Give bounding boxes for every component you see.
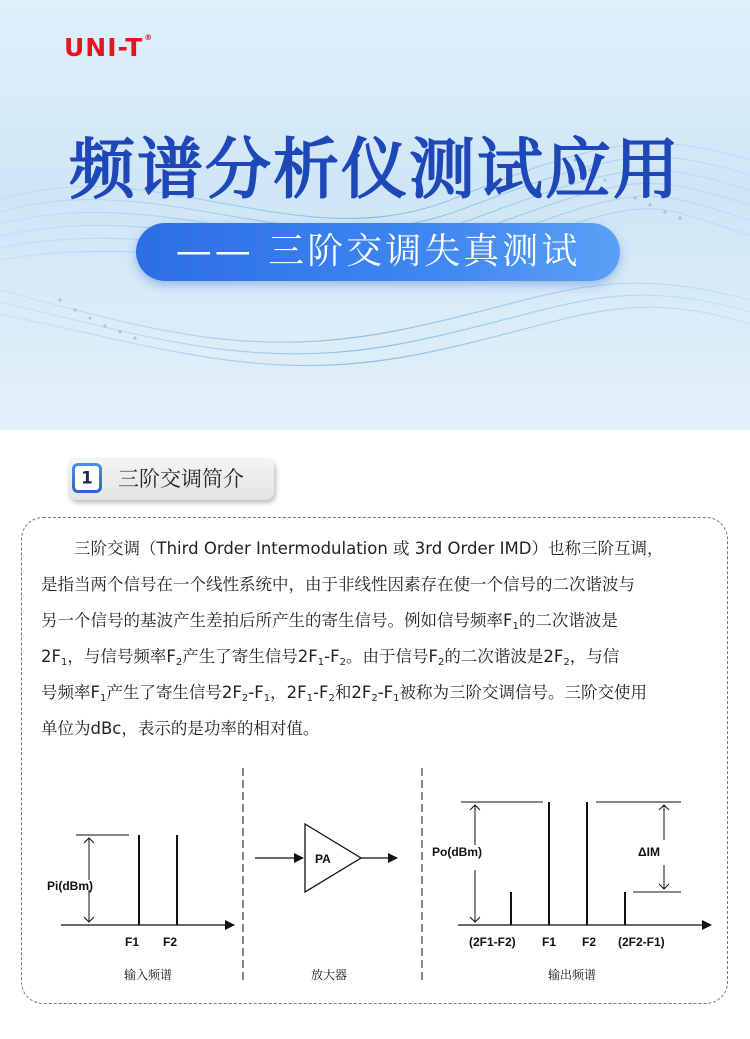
output-caption: 输出频谱 — [548, 968, 597, 982]
subtitle-text: —— 三阶交调失真测试 — [175, 231, 581, 272]
wave-graphic — [0, 0, 750, 430]
section-number-badge: 1 — [72, 463, 102, 493]
delta-im-label: ΔIM — [638, 845, 660, 859]
para-line-5: 号频率$F_1$产生了寄生信号$2F_2-F_1$，$2F_1-F_2$和$2F_2-F_1$被称为三阶交调信号。三阶交使用 — [41, 683, 648, 704]
hero-banner — [0, 0, 750, 430]
imd-diagram — [21, 760, 728, 995]
page-title: 频谱分析仪测试应用 — [69, 131, 681, 208]
output-f1-label: F1 — [542, 935, 557, 949]
amplifier-label: PA — [315, 852, 331, 866]
para-line-1: 三阶交调（Third Order Intermodulation 或 3rd Order IMD）也称三阶互调， — [41, 539, 664, 558]
intro-paragraph — [41, 531, 709, 747]
output-power-label: Po(dBm) — [432, 845, 482, 859]
para-line-6: 单位为dBc，表示的是功率的相对值。 — [41, 719, 320, 738]
section-heading — [68, 458, 274, 500]
input-caption: 输入频谱 — [124, 968, 173, 982]
para-line-2: 是指当两个信号在一个线性系统中，由于非线性因素存在使一个信号的二次谐波与 — [41, 575, 635, 594]
section-title: 三阶交调简介 — [118, 467, 244, 491]
para-line-3: 另一个信号的基波产生差拍后所产生的寄生信号。例如信号频率$F_1$的二次谐波是 — [41, 611, 618, 632]
output-f2-label: F2 — [582, 935, 597, 949]
im-high-label: (2F2-F1) — [618, 935, 665, 949]
input-f1-label: F1 — [125, 935, 140, 949]
para-line-4: $2F_1$，与信号频率$F_2$产生了寄生信号$2F_1-F_2$。由于信号$F_2$的二次谐波是$2F_2$，与信 — [41, 647, 620, 668]
input-power-label: Pi(dBm) — [47, 879, 93, 893]
input-f2-label: F2 — [163, 935, 178, 949]
im-low-label: (2F1-F2) — [469, 935, 516, 949]
subtitle-banner — [136, 223, 620, 281]
amplifier-caption: 放大器 — [311, 968, 348, 982]
uni-t-logo: UNI-T® — [64, 33, 154, 62]
output-spectrum — [458, 802, 711, 925]
